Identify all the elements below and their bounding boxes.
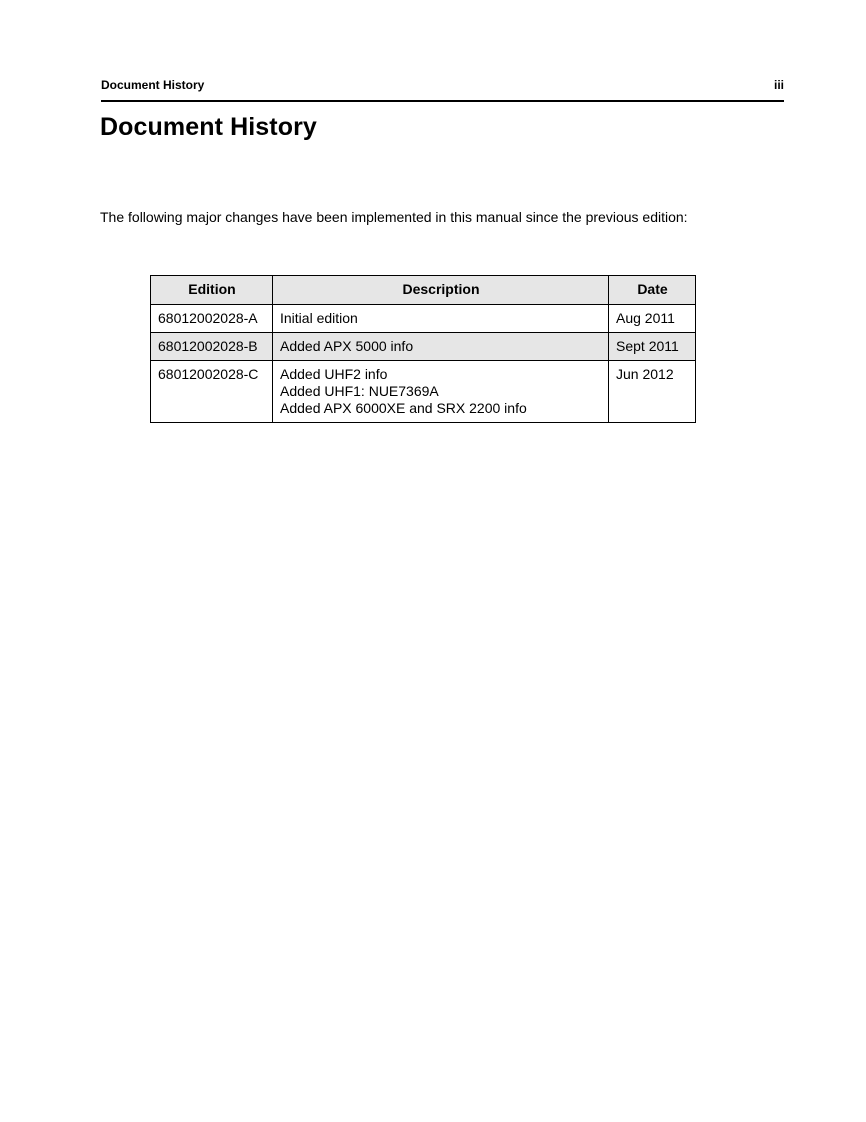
running-header-title: Document History xyxy=(101,78,205,92)
description-line: Added UHF2 info xyxy=(280,366,388,382)
date-cell: Aug 2011 xyxy=(609,305,696,333)
column-header-edition: Edition xyxy=(151,276,273,305)
description-cell xyxy=(273,361,609,423)
edition-cell: 68012002028-B xyxy=(151,333,273,361)
table-row xyxy=(151,361,696,423)
table-row xyxy=(151,305,696,333)
description-cell xyxy=(273,333,609,361)
description-line: Added APX 5000 info xyxy=(280,338,414,354)
table-header-row xyxy=(151,276,696,305)
page-title: Document History xyxy=(100,113,317,141)
description-line: Added APX 6000XE and SRX 2200 info xyxy=(280,400,527,416)
column-header-date: Date xyxy=(609,276,696,305)
document-history-table xyxy=(150,275,696,423)
edition-cell: 68012002028-A xyxy=(151,305,273,333)
description-line: Added UHF1: NUE7369A xyxy=(280,383,439,399)
page-number: iii xyxy=(773,78,784,92)
table-row xyxy=(151,333,696,361)
running-header xyxy=(101,78,784,102)
date-cell: Jun 2012 xyxy=(609,361,696,423)
description-cell xyxy=(273,305,609,333)
edition-cell: 68012002028-C xyxy=(151,361,273,423)
date-cell: Sept 2011 xyxy=(609,333,696,361)
column-header-description: Description xyxy=(273,276,609,305)
description-line: Initial edition xyxy=(280,310,358,326)
intro-paragraph: The following major changes have been implemented in this manual since the previous edition: xyxy=(100,209,688,225)
